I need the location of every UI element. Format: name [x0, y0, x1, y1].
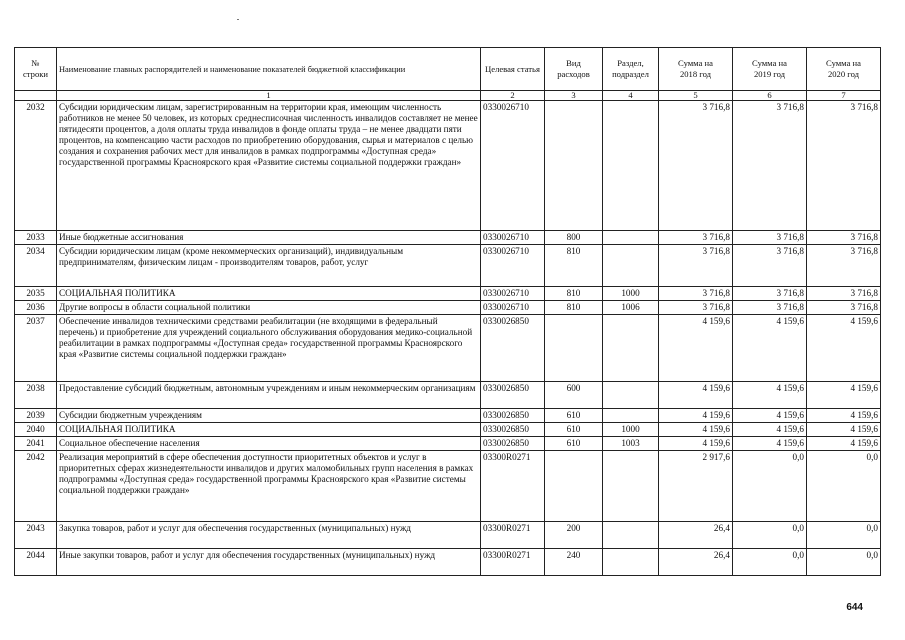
scan-speck	[237, 19, 239, 20]
table-row	[15, 231, 881, 245]
row-section: 1003	[603, 437, 659, 451]
row-section	[603, 522, 659, 549]
row-number: 2037	[15, 315, 57, 382]
row-sum-2020: 0,0	[807, 451, 881, 522]
table-row	[15, 287, 881, 301]
header-target-label: Целевая статья	[485, 63, 540, 74]
row-expense-kind: 810	[545, 287, 603, 301]
row-sum-2020: 4 159,6	[807, 382, 881, 409]
row-number: 2043	[15, 522, 57, 549]
row-section: 1006	[603, 301, 659, 315]
header-name-label: Наименование главных распорядителей и наименование показателей бюджетной классификации	[59, 64, 406, 74]
row-expense-kind: 600	[545, 382, 603, 409]
row-expense-kind: 200	[545, 522, 603, 549]
row-name: Обеспечение инвалидов техническими средствами реабилитации (не входящими в федеральный перечень) и приобретение для учреждений социального обслуживания оборудования медико-социальной реабилитации в рамках подпрограммы «Доступная среда» государственной программы Красноярского края «Развитие системы социальной поддержки граждан»	[57, 315, 481, 382]
table-row	[15, 522, 881, 549]
row-sum-2019: 3 716,8	[733, 101, 807, 231]
row-expense-kind: 810	[545, 301, 603, 315]
row-target-article: 03300R0271	[481, 522, 545, 549]
row-sum-2020: 3 716,8	[807, 101, 881, 231]
row-expense-kind: 810	[545, 245, 603, 287]
row-sum-2019: 4 159,6	[733, 409, 807, 423]
row-expense-kind	[545, 451, 603, 522]
table-row	[15, 101, 881, 231]
row-expense-kind: 800	[545, 231, 603, 245]
row-expense-kind	[545, 101, 603, 231]
row-sum-2018: 3 716,8	[659, 231, 733, 245]
header-row	[15, 48, 881, 91]
row-target-article: 0330026710	[481, 101, 545, 231]
row-sum-2020: 0,0	[807, 549, 881, 576]
header-kind	[545, 48, 603, 91]
row-sum-2020: 0,0	[807, 522, 881, 549]
row-number: 2033	[15, 231, 57, 245]
row-number: 2040	[15, 423, 57, 437]
row-section	[603, 382, 659, 409]
row-target-article: 03300R0271	[481, 451, 545, 522]
table-row	[15, 409, 881, 423]
table-row	[15, 301, 881, 315]
row-sum-2019: 4 159,6	[733, 437, 807, 451]
row-section	[603, 315, 659, 382]
row-section	[603, 409, 659, 423]
row-number: 2041	[15, 437, 57, 451]
row-sum-2018: 4 159,6	[659, 437, 733, 451]
budget-table	[14, 47, 881, 576]
row-sum-2020: 4 159,6	[807, 409, 881, 423]
row-section	[603, 231, 659, 245]
row-expense-kind: 610	[545, 423, 603, 437]
header-row-no	[15, 48, 57, 91]
row-sum-2018: 4 159,6	[659, 423, 733, 437]
row-sum-2018: 2 917,6	[659, 451, 733, 522]
table-row	[15, 437, 881, 451]
row-sum-2020: 3 716,8	[807, 231, 881, 245]
row-target-article: 0330026850	[481, 409, 545, 423]
row-sum-2018: 4 159,6	[659, 409, 733, 423]
row-sum-2020: 3 716,8	[807, 245, 881, 287]
row-expense-kind: 610	[545, 437, 603, 451]
row-sum-2018: 3 716,8	[659, 287, 733, 301]
row-name: Иные закупки товаров, работ и услуг для обеспечения государственных (муниципальных) нужд	[57, 549, 481, 576]
row-number: 2034	[15, 245, 57, 287]
row-target-article: 0330026850	[481, 437, 545, 451]
table-row	[15, 315, 881, 382]
row-sum-2018: 3 716,8	[659, 101, 733, 231]
row-sum-2018: 26,4	[659, 522, 733, 549]
row-target-article: 0330026850	[481, 423, 545, 437]
budget-table-sheet	[14, 47, 880, 576]
row-target-article: 0330026710	[481, 231, 545, 245]
row-name: Закупка товаров, работ и услуг для обеспечения государственных (муниципальных) нужд	[57, 522, 481, 549]
row-sum-2020: 4 159,6	[807, 315, 881, 382]
header-name	[57, 48, 481, 91]
row-sum-2019: 3 716,8	[733, 301, 807, 315]
row-sum-2019: 3 716,8	[733, 287, 807, 301]
column-number-row	[15, 91, 881, 101]
row-section	[603, 101, 659, 231]
table-body	[15, 101, 881, 576]
row-name: Субсидии юридическим лицам (кроме некоммерческих организаций), индивидуальным предпринимателям, физическим лицам - производителям товаров, работ, услуг	[57, 245, 481, 287]
table-row	[15, 549, 881, 576]
row-sum-2019: 0,0	[733, 451, 807, 522]
header-sum-2018-label: Сумма на 2018 год	[678, 58, 713, 79]
column-number: 3	[545, 91, 603, 101]
row-target-article: 0330026710	[481, 301, 545, 315]
column-number: 6	[733, 91, 807, 101]
row-expense-kind: 610	[545, 409, 603, 423]
row-sum-2020: 3 716,8	[807, 287, 881, 301]
table-row	[15, 382, 881, 409]
row-sum-2018: 4 159,6	[659, 315, 733, 382]
row-sum-2019: 4 159,6	[733, 423, 807, 437]
header-sum-2018	[659, 48, 733, 91]
row-expense-kind	[545, 315, 603, 382]
column-number-blank	[15, 91, 57, 101]
page-number: 644	[846, 602, 863, 613]
header-section-label: Раздел, подраздел	[612, 58, 649, 79]
row-name: Предоставление субсидий бюджетным, автономным учреждениям и иным некоммерческим организациям	[57, 382, 481, 409]
row-name: Реализация мероприятий в сфере обеспечения доступности приоритетных объектов и услуг в приоритетных сферах жизнедеятельности инвалидов и других маломобильных групп населения в рамках подпрограммы «Доступная среда» государственной программы Красноярского края «Развитие системы социальной поддержки граждан»	[57, 451, 481, 522]
row-name: Субсидии бюджетным учреждениям	[57, 409, 481, 423]
row-name: Социальное обеспечение населения	[57, 437, 481, 451]
row-sum-2019: 0,0	[733, 522, 807, 549]
table-row	[15, 245, 881, 287]
header-sum-2020	[807, 48, 881, 91]
row-section	[603, 549, 659, 576]
header-sum-2019-label: Сумма на 2019 год	[752, 58, 787, 79]
table-row	[15, 423, 881, 437]
header-sum-2020-label: Сумма на 2020 год	[826, 58, 861, 79]
row-number: 2042	[15, 451, 57, 522]
row-sum-2019: 4 159,6	[733, 315, 807, 382]
row-sum-2018: 3 716,8	[659, 301, 733, 315]
row-name: СОЦИАЛЬНАЯ ПОЛИТИКА	[57, 287, 481, 301]
row-sum-2018: 4 159,6	[659, 382, 733, 409]
row-name: Иные бюджетные ассигнования	[57, 231, 481, 245]
header-row-no-label: № строки	[22, 58, 49, 79]
table-row	[15, 451, 881, 522]
row-sum-2020: 3 716,8	[807, 301, 881, 315]
row-sum-2019: 3 716,8	[733, 245, 807, 287]
row-target-article: 03300R0271	[481, 549, 545, 576]
row-name: Субсидии юридическим лицам, зарегистрированным на территории края, имеющим численность работников не менее 50 человек, из которых среднесписочная численность инвалидов составляет не менее пятидесяти процентов, а доля оплаты труда инвалидов в фонде оплаты труда – не менее двадцати пяти процентов, на компенсацию части расходов по приобретению оборудования, сырья и материалов с целью создания и сохранения рабочих мест для инвалидов в рамках подпрограммы «Доступная среда» государственной программы Красноярского края «Развитие системы социальной поддержки граждан»	[57, 101, 481, 231]
row-number: 2035	[15, 287, 57, 301]
header-section	[603, 48, 659, 91]
header-target	[481, 48, 545, 91]
row-section	[603, 451, 659, 522]
column-number: 5	[659, 91, 733, 101]
row-expense-kind: 240	[545, 549, 603, 576]
row-sum-2019: 3 716,8	[733, 231, 807, 245]
row-sum-2018: 26,4	[659, 549, 733, 576]
header-sum-2019	[733, 48, 807, 91]
row-number: 2036	[15, 301, 57, 315]
row-sum-2018: 3 716,8	[659, 245, 733, 287]
column-number: 2	[481, 91, 545, 101]
row-section: 1000	[603, 423, 659, 437]
row-number: 2044	[15, 549, 57, 576]
row-sum-2020: 4 159,6	[807, 423, 881, 437]
row-section	[603, 245, 659, 287]
row-target-article: 0330026710	[481, 287, 545, 301]
row-sum-2019: 4 159,6	[733, 382, 807, 409]
row-name: Другие вопросы в области социальной политики	[57, 301, 481, 315]
row-section: 1000	[603, 287, 659, 301]
header-kind-label: Вид расходов	[557, 58, 590, 79]
column-number: 1	[57, 91, 481, 101]
row-sum-2020: 4 159,6	[807, 437, 881, 451]
row-number: 2038	[15, 382, 57, 409]
row-target-article: 0330026710	[481, 245, 545, 287]
row-number: 2032	[15, 101, 57, 231]
row-sum-2019: 0,0	[733, 549, 807, 576]
row-name: СОЦИАЛЬНАЯ ПОЛИТИКА	[57, 423, 481, 437]
column-number: 7	[807, 91, 881, 101]
row-target-article: 0330026850	[481, 382, 545, 409]
column-number: 4	[603, 91, 659, 101]
row-number: 2039	[15, 409, 57, 423]
row-target-article: 0330026850	[481, 315, 545, 382]
